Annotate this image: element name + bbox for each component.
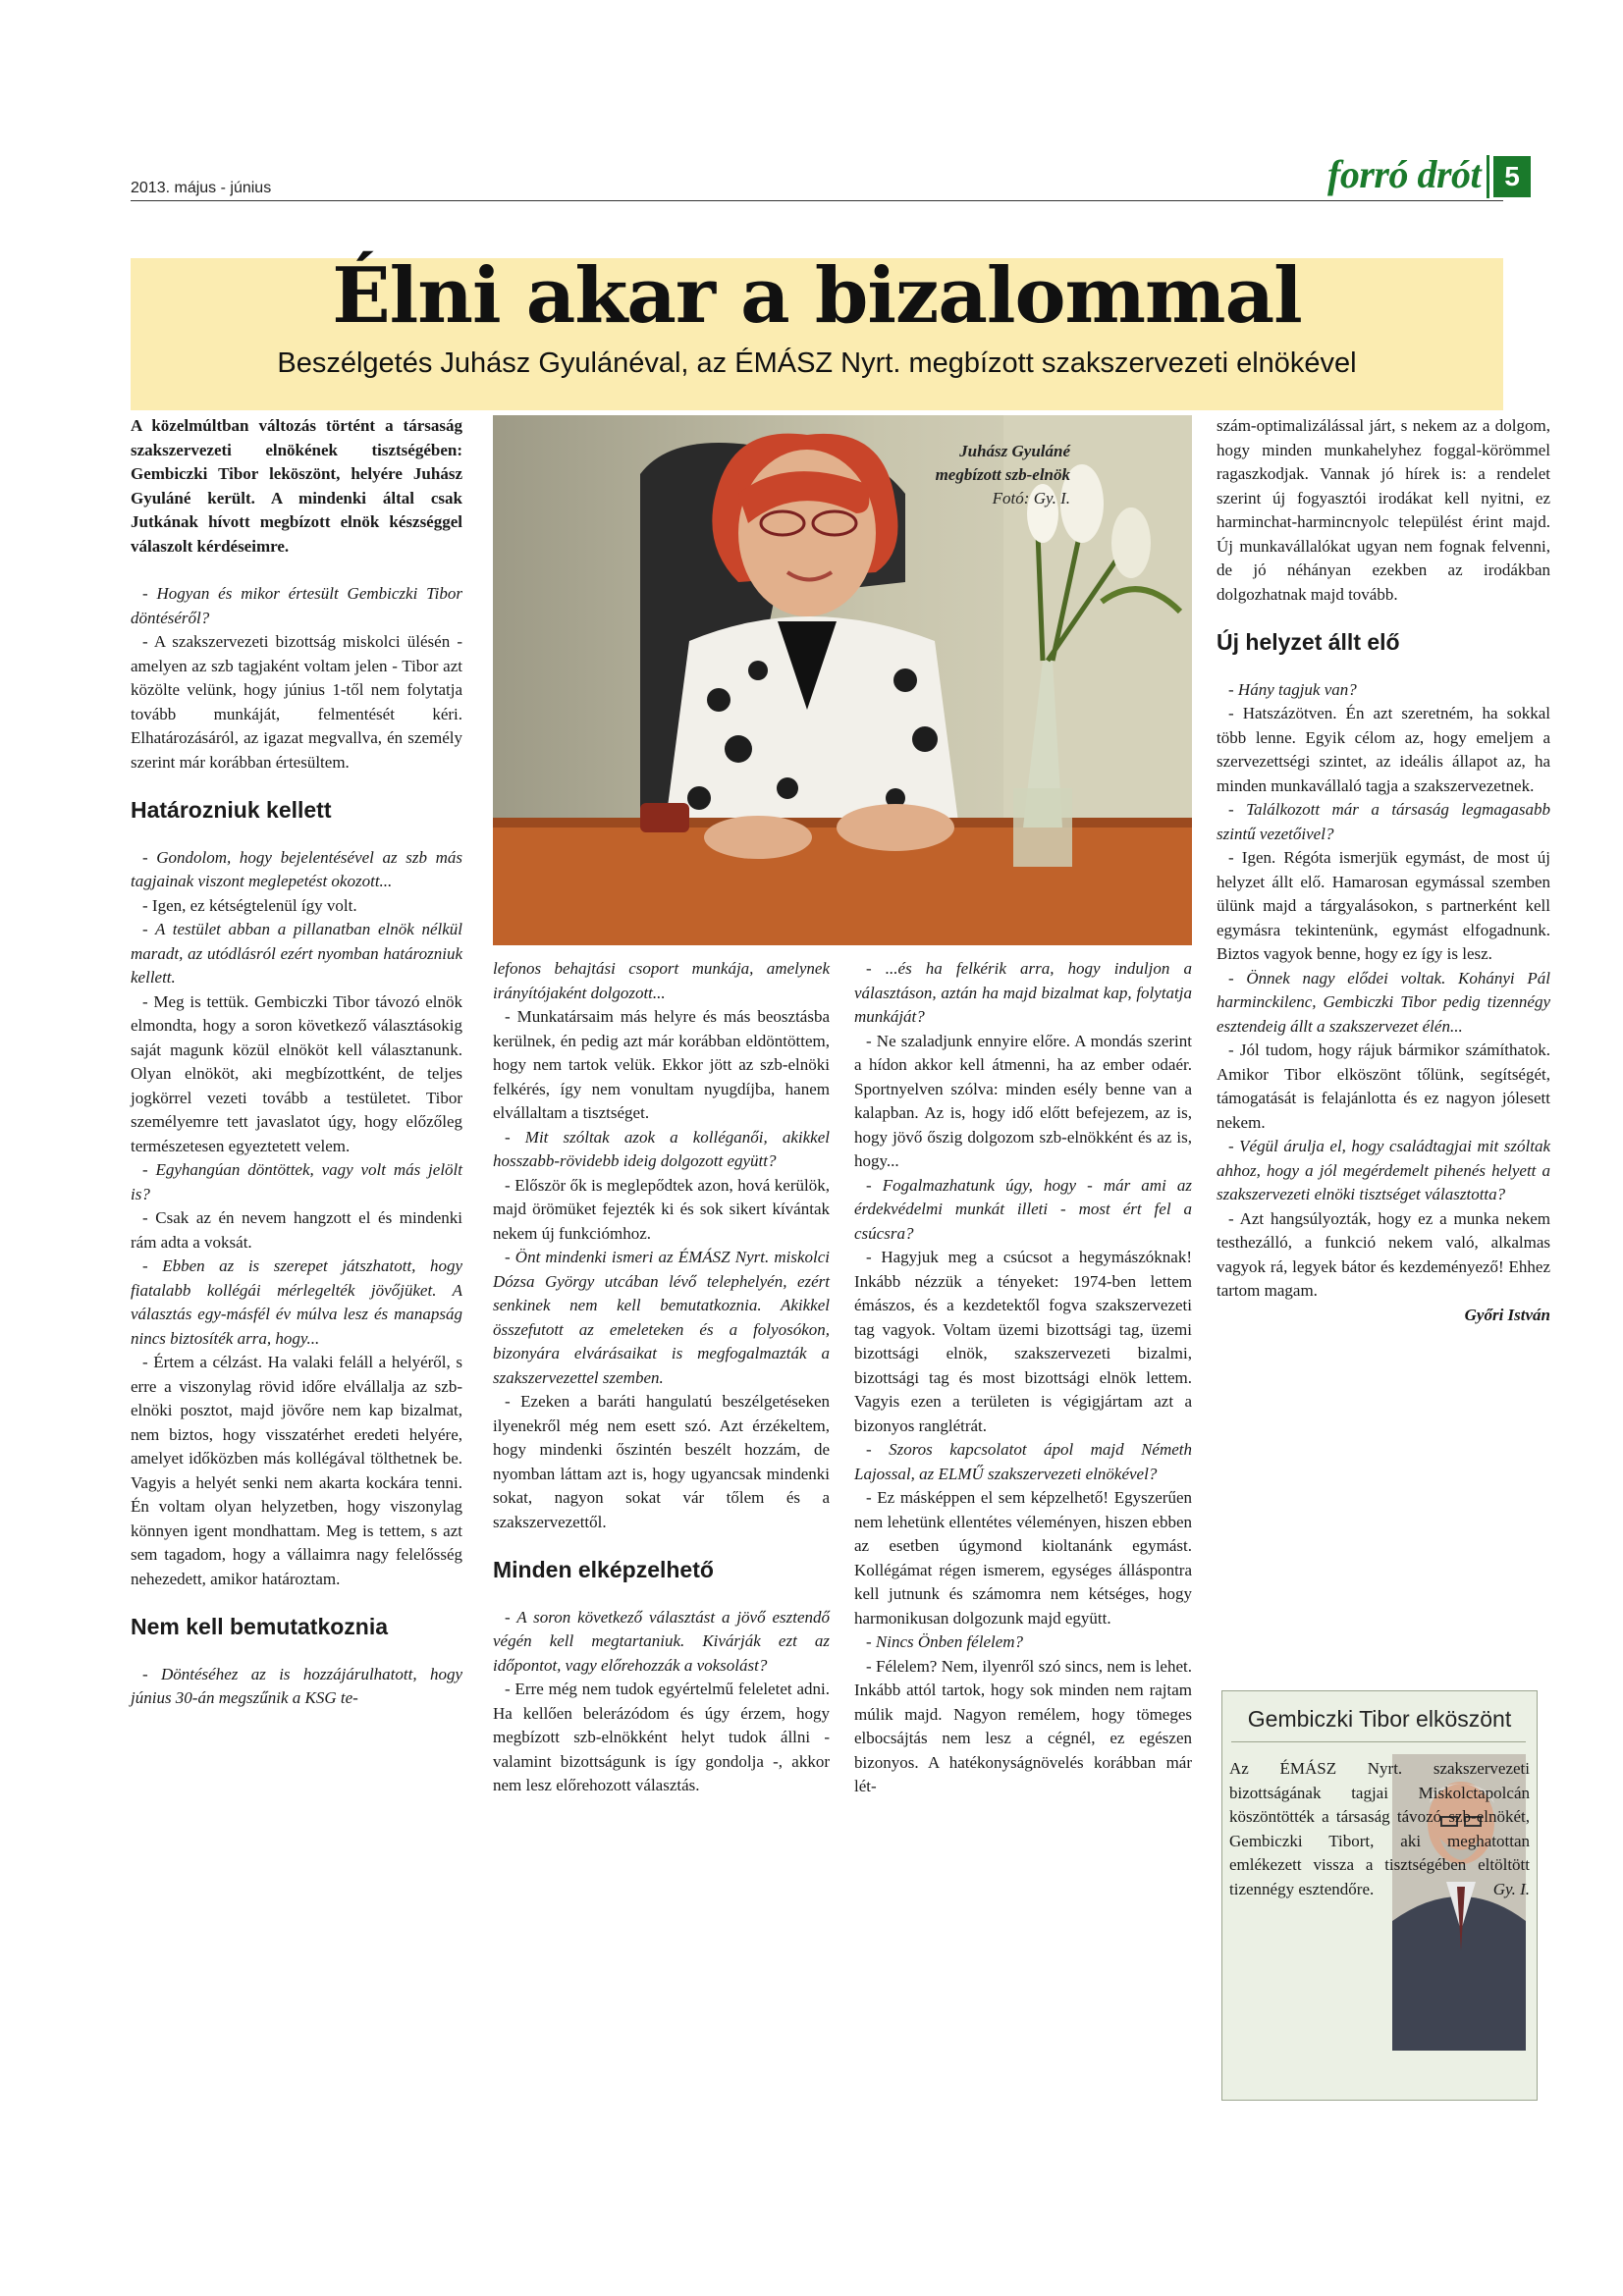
sidebar-text (1229, 1757, 1530, 1901)
interview-question: - Ebben az is szerepet játszhatott, hogy fiatalabb kollégái mérlegelték jövőjüket. A választás egy-másfél év múlva lesz és manapság nincs biztosíték arra, hogy... (131, 1256, 462, 1348)
caption-name: Juhász Gyuláné (959, 442, 1070, 460)
column-1 (131, 414, 462, 1711)
column-4 (1217, 414, 1550, 1327)
interview-question: - Egyhangúan döntöttek, vagy volt más jelölt is? (131, 1160, 462, 1203)
logo-divider (1487, 155, 1489, 198)
interview-question: - Végül árulja el, hogy családtagjai mit szóltak ahhoz, hogy a jól megérdemelt pihenés helyett a szakszervezeti elnöki tisztséget választotta? (1217, 1137, 1550, 1203)
section-heading: Új helyzet állt elő (1217, 629, 1400, 655)
interview-answer: - Igen. Régóta ismerjük egymást, de most új helyzet állt elő. Hamarosan egymással szemben ülünk majd a tárgyalásokon, s partnerként kell egymásra tekintenünk, egymást elfogadnunk. Biztos vagyok benne, hogy ez így is lesz. (1217, 848, 1550, 963)
interview-answer: - Ne szaladjunk ennyire előre. A mondás szerint a hídon akkor kell átmenni, ha az ember odaér. Sportnyelven szólva: minden esély benne van a kalapban. Az is, hogy idő előtt befejezem, az is, hogy jövő őszig dolgozom szb-elnökként és az is, hogy... (854, 1031, 1192, 1170)
article-title: Élni akar a bizalommal (332, 251, 1302, 341)
interview-photo (493, 415, 1192, 945)
interview-question: - Szoros kapcsolatot ápol majd Németh Lajossal, az ELMŰ szakszervezeti elnökével? (854, 1440, 1192, 1483)
interview-question: - Mit szóltak azok a kolléganői, akikkel hosszabb-rövidebb ideig dolgozott együtt? (493, 1127, 830, 1170)
section-heading: Nem kell bemutatkoznia (131, 1614, 389, 1639)
interview-answer: - Csak az én nevem hangzott el és mindenki rám adta a voksát. (131, 1208, 462, 1252)
interview-question: - Találkozott már a társaság legmagasabb szintű vezetőivel? (1217, 800, 1550, 843)
portrait-illustration (493, 415, 1192, 945)
interview-question: lefonos behajtási csoport munkája, amelynek irányítójaként dolgozott... (493, 959, 830, 1002)
column-3 (854, 957, 1192, 1799)
interview-answer: - Ez másképpen el sem képzelhető! Egyszerűen nem lehetünk ellentétes véleményen, hiszen ebben az esetben úgymond kioltanánk egymást. Kollégámat régen ismerem, egységes álláspontra kell jutnunk és számomra nem kétséges, hogy harmonikusan dolgozunk majd együtt. (854, 1488, 1192, 1628)
interview-question: - Nincs Önben félelem? (866, 1632, 1024, 1651)
interview-answer: - Hagyjuk meg a csúcsot a hegymászóknak! Inkább nézzük a tényeket: 1974-ben lettem émászos, és a kezdetektől fogva szakszervezeti tag vagyok. Voltam üzemi bizottsági tag, üzemi bizottsági elnök, szakszervezeti bizalmi, bizottsági tag és most bizottsági elnök lettem. Vagyis ezen a területen is végigjártam azt a bizonyos ranglétrát. (854, 1248, 1192, 1435)
interview-answer: - A szakszervezeti bizottság miskolci ülésén - amelyen az szb tagjaként voltam jelen - Tibor azt közölte velünk, hogy június 1-től nem folytatja tovább munkáját, felmentését kéri. Elhatározásáról, az igazat megvallva, én személy szerint már korábban értesültem. (131, 632, 462, 772)
sidebar-credit: Gy. I. (1492, 1879, 1530, 1898)
caption-role: megbízott szb-elnök (935, 465, 1070, 484)
interview-answer: - Hatszázötven. Én azt szeretném, ha sokkal több lenne. Egyik célom az, hogy emeljem a szervezettségi szintet, az ideális állapot az, ha minden munkavállaló tagja a szakszervezetnek. (1217, 704, 1550, 795)
interview-answer: - Azt hangsúlyozták, hogy ez a munka nekem testhezálló, a funkció nekem való, alkalmas vagyok rá, legyek bátor és kezdeményező! Ehhez tartom magam. (1217, 1208, 1550, 1300)
issue-date: 2013. május - június (131, 180, 272, 196)
caption-credit: Fotó: Gy. I. (992, 489, 1070, 507)
interview-question: - Fogalmazhatunk úgy, hogy - már ami az érdekvédelmi munkát illeti - most ért fel a csúcsra? (854, 1175, 1192, 1243)
interview-question: - Önnek nagy elődei voltak. Kohányi Pál harminckilenc, Gembiczki Tibor pedig tizennégy esztendeig állt a szakszervezet élén... (1217, 968, 1550, 1036)
article-subtitle: Beszélgetés Juhász Gyulánéval, az ÉMÁSZ Nyrt. megbízott szakszervezeti elnökével (277, 347, 1357, 379)
column-1-body (131, 582, 462, 1711)
interview-question: - A soron következő választást a jövő esztendő végén kell megtartaniuk. Kivárják ezt az időpontot, vagy előrehozzák a voksolást? (493, 1607, 830, 1675)
page-number: 5 (1493, 156, 1531, 197)
interview-answer: szám-optimalizálással járt, s nekem az a dolgom, hogy minden munkahelyhez foggal-körömmel ragaszkodjak. Vannak jó hírek is: a rendelet szerint új fogyasztói irodákat kell nyitni, ez harminchat-harmincnyolc települést érint majd. Új munkavállalókat ugyan nem fognak felvenni, de jó néhányan ezekben az irodákban dolgozhatnak majd tovább. (1217, 416, 1550, 604)
interview-question: - ...és ha felkérik arra, hogy induljon a választáson, aztán ha majd bizalmat kap, folytatja munkáját? (854, 959, 1192, 1026)
sidebar-rule (1231, 1741, 1526, 1742)
interview-question: - Hány tagjuk van? (1228, 679, 1357, 699)
sidebar-body: Az ÉMÁSZ Nyrt. szakszervezeti bizottságának tagjai Miskolctapolcán köszöntötték a társaság távozó szb-elnökét, Gembiczki Tibort, aki meghatottan emlékezett vissza a tisztségében eltöltött tizennégy esztendőre. (1229, 1759, 1530, 1898)
interview-answer: - Meg is tettük. Gembiczki Tibor távozó elnök elmondta, hogy a soron következő választásokig saját magunk közül elnököt kell választanunk. Olyan elnököt, aki megbízottként, de teljes jogkörrel vezeti tovább a testületet. Tibor személyemre tett javaslatot úgy, hogy előzőleg természetesen egyeztetett velem. (131, 991, 462, 1155)
article-intro: A közelmúltban változás történt a társaság szakszervezeti elnökének tisztségében: Gembiczki Tibor leköszönt, helyére Juhász Gyuláné került. A mindenki által csak Jutkának hívott megbízott elnök készséggel válaszolt kérdéseimre. (131, 416, 462, 556)
section-heading: Határozniuk kellett (131, 797, 332, 823)
interview-question: - Gondolom, hogy bejelentésével az szb más tagjainak viszont meglepetést okozott... (131, 847, 462, 890)
sidebar-heading: Gembiczki Tibor elköszönt (1247, 1706, 1512, 1732)
interview-answer: - Először ők is meglepődtek azon, hová kerülök, majd örömüket fejezték ki és sok sikert kívántak nekem új funkciómhoz. (493, 1175, 830, 1243)
interview-answer: - Értem a célzást. Ha valaki feláll a helyéről, s erre a viszonylag rövid időre elvállalja az szb-elnöki posztot, majd jövőre nem kap bizalmat, nem biztos, hogy visszatérhet eredeti helyére, amelyet időközben más kollégával tölthetnek be. Vagyis a helyét senki nem akarta kockára tenni. Én voltam olyan helyzetben, hogy viszonylag könnyen igent mondhattam. Meg is tettem, s azt sem tagadom, hogy a vállaimra nagy felelősség nehezedett, amikor határoztam. (131, 1353, 462, 1588)
interview-answer: - Munkatársaim más helyre és más beosztásba kerülnek, én pedig azt már korábban eldöntöttem, hogy nem tartok velük. Ekkor jött az szb-elnöki felkérés, így nem vonultam nyugdíjba, hanem elvállaltam a tisztséget. (493, 1007, 830, 1122)
sidebar-text-block (1229, 1757, 1530, 1901)
photo-caption (884, 440, 1070, 510)
interview-question: - A testület abban a pillanatban elnök nélkül maradt, az utódlásról ezért nyomban határozniuk kellett. (131, 920, 462, 987)
interview-question: - Döntéséhez az is hozzájárulhatott, hogy június 30-án megszűnik a KSG te- (131, 1664, 462, 1707)
interview-question: - Hogyan és mikor értesült Gembiczki Tibor döntéséről? (131, 584, 462, 627)
column-2 (493, 957, 830, 1798)
section-heading: Minden elképzelhető (493, 1557, 714, 1582)
interview-answer: - Igen, ez kétségtelenül így volt. (142, 895, 357, 915)
publication-logo: forró drót (1327, 152, 1482, 196)
interview-answer: - Erre még nem tudok egyértelmű feleletet adni. Ha kellően belerázódom és úgy érzem, hogy megbízott szb-elnökként helyt tudok állni - valamint bizottságunk is így gondolja -, akkor nem lesz előrehozott választás. (493, 1680, 830, 1794)
author-signature: Győri István (1464, 1305, 1550, 1324)
interview-answer: - Jól tudom, hogy rájuk bármikor számíthatok. Amikor Tibor elköszönt tőlünk, segítségét, támogatását is felajánlotta és ez nagyon jólesett nekem. (1217, 1041, 1550, 1132)
interview-answer: - Ezeken a baráti hangulatú beszélgetéseken ilyenekről még nem esett szó. Azt érzékeltem, hogy mindenki őszintén beszélt hozzám, de nyomban láttam azt is, hogy ugyancsak mindenki sokat, nagyon sokat vár tőlem és a szakszervezettől. (493, 1392, 830, 1531)
header-rule (131, 200, 1503, 201)
interview-answer: - Félelem? Nem, ilyenről szó sincs, nem is lehet. Inkább attól tartok, hogy sok minden nem rajtam múlik majd. Nagyon remélem, hogy tömeges elbocsájtás nem lesz a cégnél, ez egészen bizonyos. A hatékonyságnövelés korábban már lét- (854, 1656, 1192, 1795)
interview-question: - Önt mindenki ismeri az ÉMÁSZ Nyrt. miskolci Dózsa György utcában lévő telephelyén, ezért senkinek nem kell bemutatkoznia. Akikkel összefutott az emeleteken és a folyosókon, bizonyára elvárásaikat is megfogalmazták a szakszervezettel szemben. (493, 1248, 830, 1387)
